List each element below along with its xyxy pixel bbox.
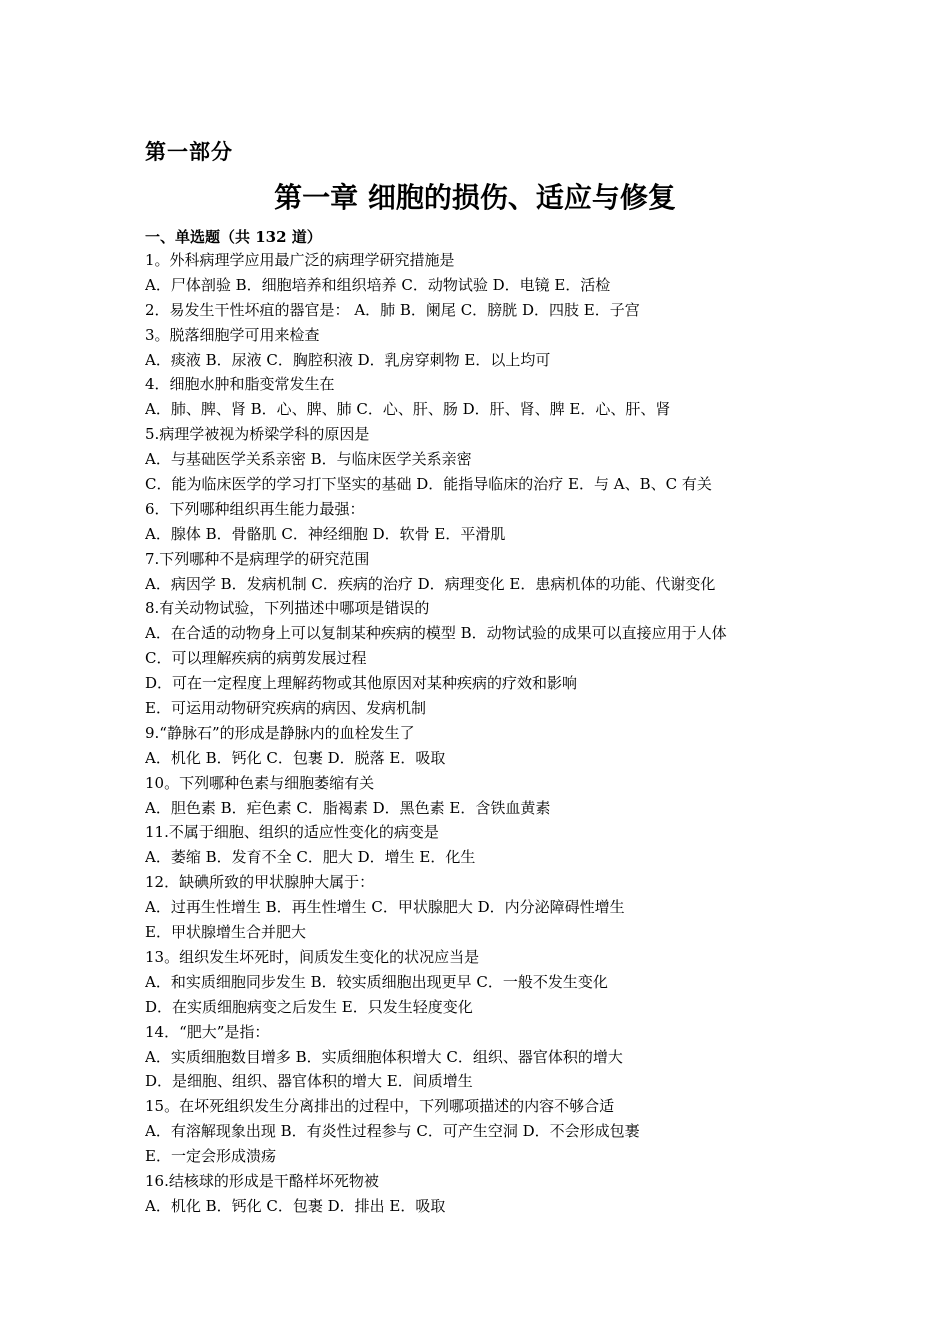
text-line: A．机化 B．钙化 C．包裹 D．脱落 E．吸取	[145, 748, 446, 767]
text-line: 3。脱落细胞学可用来检查	[145, 325, 320, 344]
text-line: 1。外科病理学应用最广泛的病理学研究措施是	[145, 251, 455, 269]
text-line: 6．下列哪种组织再生能力最强：	[145, 499, 365, 518]
text-line: C．能为临床医学的学习打下坚实的基础 D．能指导临床的治疗 E．与 A、B、C 有关	[145, 475, 712, 494]
text-line: A．病因学 B．发病机制 C．疾病的治疗 D．病理变化 E．患病机体的功能、代谢变化	[145, 574, 716, 593]
text-line: 2．易发生干性坏疽的器官是： A．肺 B．阑尾 C．膀胱 D．四肢 E．子宫	[145, 300, 640, 319]
text-line: 16.结核球的形成是干酪样坏死物被	[145, 1171, 379, 1190]
text-line: 11.不属于细胞、组织的适应性变化的病变是	[145, 823, 439, 842]
text-line: C．可以理解疾病的病剪发展过程	[145, 649, 367, 668]
text-line: E．可运用动物研究疾病的病因、发病机制	[145, 699, 426, 718]
text-line: 8.有关动物试验，下列描述中哪项是错误的	[145, 599, 430, 618]
text-line: A．腺体 B．骨骼肌 C．神经细胞 D．软骨 E．平滑肌	[145, 524, 506, 543]
text-line: 13。组织发生坏死时，间质发生变化的状况应当是	[145, 947, 480, 966]
question-list	[145, 248, 935, 1219]
text-line: 4．细胞水肿和脂变常发生在	[145, 375, 335, 394]
text-line: A．过再生性增生 B．再生性增生 C．甲状腺肥大 D．内分泌障碍性增生	[145, 898, 625, 917]
text-line: E．一定会形成溃疡	[145, 1147, 276, 1166]
section-title: 一、单选题（共 132 道）	[145, 228, 322, 246]
text-line: 15。在坏死组织发生分离排出的过程中，下列哪项描述的内容不够合适	[145, 1097, 615, 1116]
text-line: D．是细胞、组织、器官体积的增大 E．间质增生	[145, 1072, 473, 1091]
text-line: D．可在一定程度上理解药物或其他原因对某种疾病的疗效和影响	[145, 674, 578, 693]
text-line: A．机化 B．钙化 C．包裹 D．排出 E．吸取	[145, 1196, 446, 1215]
text-line: A．实质细胞数目增多 B．实质细胞体积增大 C．组织、器官体积的增大	[145, 1047, 623, 1066]
text-line: 7.下列哪种不是病理学的研究范围	[145, 549, 370, 568]
text-line: A．萎缩 B．发育不全 C．肥大 D．增生 E．化生	[145, 848, 476, 867]
text-line: A．和实质细胞同步发生 B．较实质细胞出现更早 C．一般不发生变化	[145, 972, 608, 991]
text-line: 10。下列哪种色素与细胞萎缩有关	[145, 773, 375, 792]
text-line: D．在实质细胞病变之后发生 E．只发生轻度变化	[145, 997, 473, 1016]
text-line: A．痰液 B．尿液 C．胸腔积液 D．乳房穿刺物 E．以上均可	[145, 350, 551, 369]
text-line: 9.“静脉石”的形成是静脉内的血栓发生了	[145, 723, 415, 742]
chapter-title: 第一章 细胞的损伤、适应与修复	[274, 181, 676, 214]
text-line: A．尸体剖验 B．细胞培养和组织培养 C．动物试验 D．电镜 E．活检	[145, 275, 611, 294]
text-line: A．在合适的动物身上可以复制某种疾病的模型 B．动物试验的成果可以直接应用于人体	[145, 624, 727, 643]
text-line: E．甲状腺增生合并肥大	[145, 923, 306, 942]
text-line: 14．“肥大”是指：	[145, 1022, 270, 1041]
text-line: A．与基础医学关系亲密 B．与临床医学关系亲密	[145, 450, 472, 469]
part-title: 第一部分	[145, 140, 233, 164]
text-line: 12．缺碘所致的甲状腺肿大属于：	[145, 873, 375, 892]
text-line: A．肺、脾、肾 B．心、脾、肺 C．心、肝、肠 D．肝、肾、脾 E．心、肝、肾	[145, 400, 671, 419]
text-line: A．胆色素 B．疟色素 C．脂褐素 D．黑色素 E．含铁血黄素	[145, 798, 551, 817]
text-line: A．有溶解现象出现 B．有炎性过程参与 C．可产生空洞 D．不会形成包裹	[145, 1122, 640, 1141]
text-line: 5.病理学被视为桥梁学科的原因是	[145, 425, 370, 444]
